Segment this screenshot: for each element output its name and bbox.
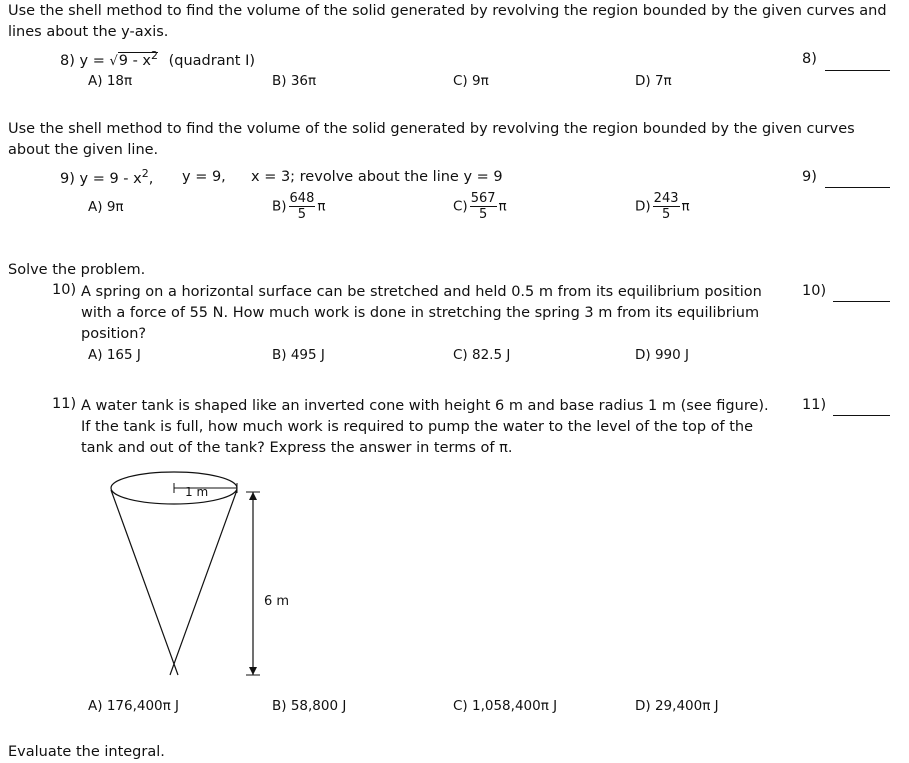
instruction-shell-y-axis: Use the shell method to find the volume of the solid generated by revolving the region bounded by the given curves and lines about the y-axis.	[8, 3, 887, 40]
option-11b[interactable]: B) 58,800 J	[272, 698, 347, 714]
radicand: $9 - x^2$	[118, 49, 159, 69]
answer-label-8: 8)	[802, 51, 817, 67]
question-8	[60, 49, 255, 69]
question-number: 9)	[60, 170, 75, 187]
question-9	[60, 167, 153, 187]
radical-sign: √	[109, 53, 118, 69]
instruction-shell-given-line: Use the shell method to find the volume of the solid generated by revolving the region bounded by the given curves about the given line.	[8, 121, 855, 158]
option-10d[interactable]: D) 990 J	[635, 347, 690, 363]
answer-label-10: 10)	[802, 283, 827, 299]
height-label: 6 m	[264, 594, 290, 609]
cone-left-edge	[111, 490, 178, 675]
fraction: $\frac{567}{5}$	[470, 191, 496, 222]
question-10-text: A spring on a horizontal surface can be stretched and held 0.5 m from its equilibrium position with a force of 55 N. How much work is done in stretching the spring 3 m from its equilibrium position?	[81, 284, 762, 342]
answer-blank-10[interactable]	[833, 301, 890, 302]
option-8c[interactable]: C) 9π	[453, 73, 489, 89]
height-arrow-top	[249, 492, 257, 500]
option-10b[interactable]: B) 495 J	[272, 347, 325, 363]
option-9c[interactable]: C) $\frac{567}{5}$ π	[453, 191, 507, 222]
option-11c[interactable]: C) 1,058,400π J	[453, 698, 558, 714]
curve-1: $y = 9 - x^2$,	[79, 167, 154, 187]
option-8a[interactable]: A) 18π	[88, 73, 133, 89]
option-10a[interactable]: A) 165 J	[88, 347, 141, 363]
fraction: $\frac{243}{5}$	[653, 191, 679, 222]
option-8b[interactable]: B) 36π	[272, 73, 317, 89]
question-number: 8)	[60, 52, 75, 69]
equation	[79, 49, 163, 69]
answer-label-9: 9)	[802, 169, 817, 185]
question-11-number: 11)	[52, 396, 77, 412]
option-8d[interactable]: D) 7π	[635, 73, 672, 89]
instruction-evaluate-integral: Evaluate the integral.	[8, 744, 165, 760]
curve-3: x = 3; revolve about the line y = 9	[251, 169, 503, 185]
instruction-solve: Solve the problem.	[8, 262, 146, 278]
cone-right-edge	[170, 490, 237, 675]
answer-label-11: 11)	[802, 397, 827, 413]
question-10-number: 10)	[52, 282, 77, 298]
answer-blank-11[interactable]	[833, 415, 890, 416]
option-9a[interactable]: A) 9π	[88, 199, 124, 215]
option-10c[interactable]: C) 82.5 J	[453, 347, 511, 363]
expr-prefix: y =	[79, 52, 110, 69]
curve-2: y = 9,	[182, 169, 226, 185]
fraction: $\frac{648}{5}$	[289, 191, 315, 222]
option-9d[interactable]: D) $\frac{243}{5}$ π	[635, 191, 690, 222]
radius-label: 1 m	[185, 485, 209, 499]
option-9b[interactable]: B) $\frac{648}{5}$ π	[272, 191, 326, 222]
cone-figure	[100, 470, 290, 682]
option-11a[interactable]: A) 176,400π J	[88, 698, 180, 714]
question-11-text: A water tank is shaped like an inverted cone with height 6 m and base radius 1 m (see figure). If the tank is full, how much work is required to pump the water to the level of the top of the tank and out of the tank? Express the answer in terms of π.	[81, 398, 769, 456]
height-arrow-bottom	[249, 667, 257, 675]
option-11d[interactable]: D) 29,400π J	[635, 698, 719, 714]
answer-blank-9[interactable]	[825, 187, 890, 188]
qualifier: (quadrant I)	[168, 52, 256, 69]
answer-blank-8[interactable]	[825, 70, 890, 71]
